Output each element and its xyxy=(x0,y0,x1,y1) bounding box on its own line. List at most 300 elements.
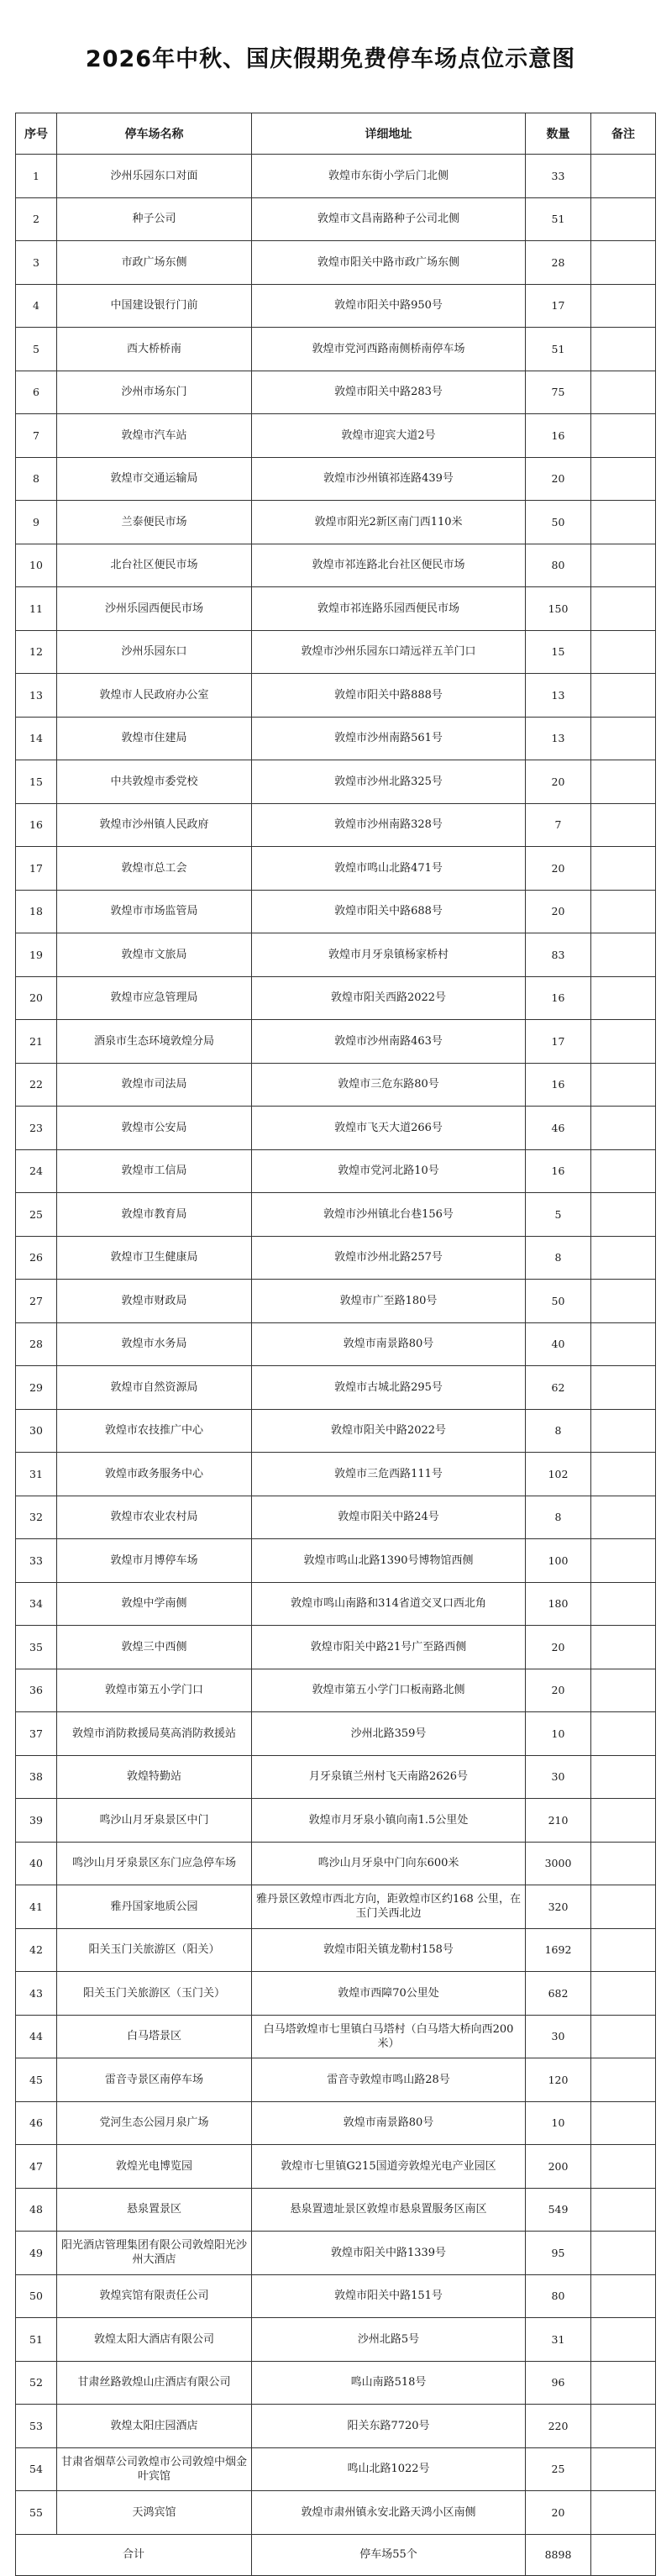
cell-note xyxy=(591,2058,656,2102)
cell-note xyxy=(591,1755,656,1799)
table-row xyxy=(16,371,656,414)
cell-address: 敦煌市阳光2新区南门西110米 xyxy=(252,501,526,544)
table-row xyxy=(16,1280,656,1323)
cell-note xyxy=(591,847,656,891)
cell-count: 3000 xyxy=(526,1842,591,1885)
cell-address: 鸣沙山月牙泉中门向东600米 xyxy=(252,1842,526,1885)
cell-seq: 24 xyxy=(16,1149,57,1193)
cell-note xyxy=(591,1712,656,1756)
cell-note xyxy=(591,803,656,847)
cell-name: 敦煌市文旅局 xyxy=(57,933,252,977)
cell-count: 17 xyxy=(526,284,591,328)
cell-address: 敦煌市沙州乐园东口靖远祥五羊门口 xyxy=(252,630,526,674)
cell-name: 敦煌市自然资源局 xyxy=(57,1366,252,1410)
table-row xyxy=(16,1149,656,1193)
table-row xyxy=(16,1755,656,1799)
cell-name: 敦煌市汽车站 xyxy=(57,414,252,458)
table-row xyxy=(16,1928,656,1972)
cell-name: 雷音寺景区南停车场 xyxy=(57,2058,252,2102)
cell-note xyxy=(591,2405,656,2448)
cell-seq: 33 xyxy=(16,1539,57,1583)
cell-name: 鸣沙山月牙泉景区中门 xyxy=(57,1799,252,1843)
cell-note xyxy=(591,1366,656,1410)
table-body xyxy=(16,155,656,2535)
cell-count: 20 xyxy=(526,2491,591,2535)
cell-seq: 18 xyxy=(16,890,57,933)
cell-note xyxy=(591,1582,656,1626)
cell-count: 16 xyxy=(526,1063,591,1107)
cell-seq: 13 xyxy=(16,674,57,718)
cell-seq: 23 xyxy=(16,1107,57,1150)
table-row xyxy=(16,1972,656,2016)
cell-note xyxy=(591,197,656,241)
cell-seq: 46 xyxy=(16,2101,57,2145)
table-row xyxy=(16,1236,656,1280)
cell-seq: 41 xyxy=(16,1885,57,1929)
cell-name: 沙州乐园西便民市场 xyxy=(57,587,252,631)
cell-seq: 12 xyxy=(16,630,57,674)
cell-note xyxy=(591,2232,656,2275)
table-row xyxy=(16,717,656,760)
cell-count: 20 xyxy=(526,1669,591,1712)
table-row xyxy=(16,2447,656,2491)
cell-note xyxy=(591,544,656,587)
cell-address: 敦煌市南景路80号 xyxy=(252,2101,526,2145)
table-row xyxy=(16,2058,656,2102)
cell-seq: 52 xyxy=(16,2361,57,2405)
cell-count: 8 xyxy=(526,1496,591,1539)
cell-name: 敦煌中学南侧 xyxy=(57,1582,252,1626)
cell-address: 敦煌市党河北路10号 xyxy=(252,1149,526,1193)
table-row xyxy=(16,1626,656,1669)
cell-note xyxy=(591,1799,656,1843)
cell-name: 敦煌市司法局 xyxy=(57,1063,252,1107)
cell-note xyxy=(591,2361,656,2405)
cell-seq: 54 xyxy=(16,2447,57,2491)
header-name: 停车场名称 xyxy=(57,113,252,155)
cell-seq: 3 xyxy=(16,241,57,285)
cell-note xyxy=(591,1149,656,1193)
cell-note xyxy=(591,457,656,501)
cell-name: 敦煌三中西侧 xyxy=(57,1626,252,1669)
cell-name: 北台社区便民市场 xyxy=(57,544,252,587)
table-row xyxy=(16,2274,656,2318)
cell-note xyxy=(591,1193,656,1237)
cell-count: 51 xyxy=(526,197,591,241)
cell-name: 敦煌特勤站 xyxy=(57,1755,252,1799)
cell-seq: 17 xyxy=(16,847,57,891)
cell-name: 敦煌市财政局 xyxy=(57,1280,252,1323)
cell-address: 敦煌市三危东路80号 xyxy=(252,1063,526,1107)
cell-name: 敦煌市第五小学门口 xyxy=(57,1669,252,1712)
header-address: 详细地址 xyxy=(252,113,526,155)
cell-address: 敦煌市阳关中路888号 xyxy=(252,674,526,718)
cell-count: 220 xyxy=(526,2405,591,2448)
cell-count: 120 xyxy=(526,2058,591,2102)
cell-seq: 38 xyxy=(16,1755,57,1799)
cell-name: 党河生态公园月泉广场 xyxy=(57,2101,252,2145)
cell-seq: 9 xyxy=(16,501,57,544)
header-note: 备注 xyxy=(591,113,656,155)
cell-count: 30 xyxy=(526,1755,591,1799)
cell-name: 种子公司 xyxy=(57,197,252,241)
header-count: 数量 xyxy=(526,113,591,155)
cell-note xyxy=(591,1020,656,1064)
cell-seq: 15 xyxy=(16,760,57,804)
cell-address: 敦煌市七里镇G215国道旁敦煌光电产业园区 xyxy=(252,2145,526,2189)
cell-address: 敦煌市沙州南路328号 xyxy=(252,803,526,847)
cell-address: 沙州北路5号 xyxy=(252,2318,526,2362)
cell-address: 敦煌市三危西路111号 xyxy=(252,1453,526,1496)
cell-seq: 5 xyxy=(16,328,57,371)
cell-count: 96 xyxy=(526,2361,591,2405)
cell-name: 阳关玉门关旅游区（玉门关） xyxy=(57,1972,252,2016)
cell-count: 320 xyxy=(526,1885,591,1929)
cell-name: 敦煌市农业农村局 xyxy=(57,1496,252,1539)
cell-name: 敦煌市市场监管局 xyxy=(57,890,252,933)
cell-note xyxy=(591,1539,656,1583)
cell-name: 敦煌市公安局 xyxy=(57,1107,252,1150)
cell-count: 95 xyxy=(526,2232,591,2275)
cell-address: 雷音寺敦煌市鸣山路28号 xyxy=(252,2058,526,2102)
cell-note xyxy=(591,1626,656,1669)
cell-count: 50 xyxy=(526,501,591,544)
total-address: 停车场55个 xyxy=(252,2534,526,2575)
cell-name: 敦煌宾馆有限责任公司 xyxy=(57,2274,252,2318)
table-row xyxy=(16,587,656,631)
cell-address: 鸣山北路1022号 xyxy=(252,2447,526,2491)
cell-note xyxy=(591,890,656,933)
cell-name: 悬泉置景区 xyxy=(57,2188,252,2232)
cell-note xyxy=(591,2188,656,2232)
cell-note xyxy=(591,1063,656,1107)
cell-seq: 19 xyxy=(16,933,57,977)
cell-seq: 47 xyxy=(16,2145,57,2189)
cell-count: 7 xyxy=(526,803,591,847)
cell-note xyxy=(591,155,656,198)
cell-name: 天鸿宾馆 xyxy=(57,2491,252,2535)
cell-note xyxy=(591,2274,656,2318)
cell-address: 鸣山南路518号 xyxy=(252,2361,526,2405)
cell-seq: 28 xyxy=(16,1322,57,1366)
cell-count: 51 xyxy=(526,328,591,371)
cell-name: 市政广场东侧 xyxy=(57,241,252,285)
table-row xyxy=(16,933,656,977)
cell-note xyxy=(591,1409,656,1453)
cell-name: 中共敦煌市委党校 xyxy=(57,760,252,804)
cell-address: 敦煌市沙州南路463号 xyxy=(252,1020,526,1064)
cell-address: 敦煌市南景路80号 xyxy=(252,1322,526,1366)
cell-address: 敦煌市广至路180号 xyxy=(252,1280,526,1323)
table-row xyxy=(16,457,656,501)
cell-seq: 42 xyxy=(16,1928,57,1972)
cell-address: 敦煌市阳关中路283号 xyxy=(252,371,526,414)
table-row xyxy=(16,1193,656,1237)
table-row xyxy=(16,1453,656,1496)
table-row xyxy=(16,155,656,198)
cell-note xyxy=(591,587,656,631)
cell-count: 682 xyxy=(526,1972,591,2016)
cell-name: 敦煌市农技推广中心 xyxy=(57,1409,252,1453)
cell-address: 敦煌市阳关中路950号 xyxy=(252,284,526,328)
table-row xyxy=(16,2232,656,2275)
cell-note xyxy=(591,501,656,544)
cell-count: 5 xyxy=(526,1193,591,1237)
cell-note xyxy=(591,2101,656,2145)
cell-count: 16 xyxy=(526,1149,591,1193)
cell-name: 敦煌光电博览园 xyxy=(57,2145,252,2189)
cell-name: 西大桥桥南 xyxy=(57,328,252,371)
cell-name: 沙州乐园东口对面 xyxy=(57,155,252,198)
cell-count: 25 xyxy=(526,2447,591,2491)
cell-note xyxy=(591,2491,656,2535)
cell-address: 敦煌市古城北路295号 xyxy=(252,1366,526,1410)
cell-seq: 43 xyxy=(16,1972,57,2016)
cell-count: 31 xyxy=(526,2318,591,2362)
cell-note xyxy=(591,1885,656,1929)
cell-seq: 37 xyxy=(16,1712,57,1756)
cell-note xyxy=(591,371,656,414)
table-row xyxy=(16,2361,656,2405)
cell-seq: 26 xyxy=(16,1236,57,1280)
cell-name: 白马塔景区 xyxy=(57,2015,252,2058)
total-count: 8898 xyxy=(526,2534,591,2575)
cell-count: 40 xyxy=(526,1322,591,1366)
cell-name: 敦煌市消防救援局莫高消防救援站 xyxy=(57,1712,252,1756)
cell-address: 敦煌市阳关中路688号 xyxy=(252,890,526,933)
page-title: 2026年中秋、国庆假期免费停车场点位示意图 xyxy=(85,45,576,72)
cell-seq: 35 xyxy=(16,1626,57,1669)
cell-address: 敦煌市西障70公里处 xyxy=(252,1972,526,2016)
cell-note xyxy=(591,933,656,977)
cell-address: 敦煌市沙州南路561号 xyxy=(252,717,526,760)
cell-note xyxy=(591,1842,656,1885)
cell-seq: 14 xyxy=(16,717,57,760)
cell-address: 敦煌市阳关中路24号 xyxy=(252,1496,526,1539)
cell-seq: 29 xyxy=(16,1366,57,1410)
cell-count: 75 xyxy=(526,371,591,414)
cell-note xyxy=(591,328,656,371)
cell-address: 敦煌市鸣山南路和314省道交叉口西北角 xyxy=(252,1582,526,1626)
table-row xyxy=(16,284,656,328)
cell-note xyxy=(591,414,656,458)
cell-name: 沙州乐园东口 xyxy=(57,630,252,674)
cell-name: 敦煌太阳庄园酒店 xyxy=(57,2405,252,2448)
table-row xyxy=(16,760,656,804)
cell-address: 悬泉置遗址景区敦煌市悬泉置服务区南区 xyxy=(252,2188,526,2232)
table-row xyxy=(16,2015,656,2058)
cell-name: 敦煌太阳大酒店有限公司 xyxy=(57,2318,252,2362)
table-row xyxy=(16,1496,656,1539)
total-note xyxy=(591,2534,656,2575)
cell-count: 10 xyxy=(526,2101,591,2145)
cell-address: 敦煌市阳关中路151号 xyxy=(252,2274,526,2318)
cell-seq: 36 xyxy=(16,1669,57,1712)
cell-address: 敦煌市阳关中路市政广场东侧 xyxy=(252,241,526,285)
cell-note xyxy=(591,2318,656,2362)
cell-count: 28 xyxy=(526,241,591,285)
table-row xyxy=(16,1582,656,1626)
cell-count: 83 xyxy=(526,933,591,977)
cell-name: 兰泰便民市场 xyxy=(57,501,252,544)
table-row xyxy=(16,1107,656,1150)
cell-address: 敦煌市迎宾大道2号 xyxy=(252,414,526,458)
cell-count: 10 xyxy=(526,1712,591,1756)
table-row xyxy=(16,630,656,674)
cell-address: 敦煌市阳关镇龙勒村158号 xyxy=(252,1928,526,1972)
cell-seq: 21 xyxy=(16,1020,57,1064)
cell-address: 敦煌市肃州镇永安北路天鸿小区南侧 xyxy=(252,2491,526,2535)
cell-name: 鸣沙山月牙泉景区东门应急停车场 xyxy=(57,1842,252,1885)
table-row xyxy=(16,803,656,847)
table-row xyxy=(16,890,656,933)
total-label: 合计 xyxy=(16,2534,252,2575)
table-row xyxy=(16,1020,656,1064)
cell-address: 敦煌市阳关西路2022号 xyxy=(252,976,526,1020)
cell-name: 沙州市场东门 xyxy=(57,371,252,414)
cell-seq: 44 xyxy=(16,2015,57,2058)
table-row xyxy=(16,976,656,1020)
cell-name: 敦煌市交通运输局 xyxy=(57,457,252,501)
cell-count: 62 xyxy=(526,1366,591,1410)
cell-name: 敦煌市沙州镇人民政府 xyxy=(57,803,252,847)
cell-seq: 7 xyxy=(16,414,57,458)
cell-note xyxy=(591,1453,656,1496)
cell-count: 33 xyxy=(526,155,591,198)
cell-address: 敦煌市沙州镇北台巷156号 xyxy=(252,1193,526,1237)
cell-note xyxy=(591,717,656,760)
cell-address: 敦煌市文昌南路种子公司北侧 xyxy=(252,197,526,241)
table-row xyxy=(16,544,656,587)
cell-address: 敦煌市第五小学门口板南路北侧 xyxy=(252,1669,526,1712)
cell-name: 敦煌市月博停车场 xyxy=(57,1539,252,1583)
cell-seq: 22 xyxy=(16,1063,57,1107)
cell-name: 敦煌市教育局 xyxy=(57,1193,252,1237)
cell-count: 200 xyxy=(526,2145,591,2189)
table-row xyxy=(16,414,656,458)
cell-address: 敦煌市祁连路北台社区便民市场 xyxy=(252,544,526,587)
cell-count: 549 xyxy=(526,2188,591,2232)
cell-note xyxy=(591,630,656,674)
cell-name: 阳光酒店管理集团有限公司敦煌阳光沙州大酒店 xyxy=(57,2232,252,2275)
table-row xyxy=(16,1842,656,1885)
cell-name: 敦煌市住建局 xyxy=(57,717,252,760)
cell-count: 8 xyxy=(526,1409,591,1453)
cell-seq: 11 xyxy=(16,587,57,631)
cell-count: 30 xyxy=(526,2015,591,2058)
cell-name: 敦煌市政务服务中心 xyxy=(57,1453,252,1496)
cell-note xyxy=(591,1972,656,2016)
cell-address: 敦煌市月牙泉镇杨家桥村 xyxy=(252,933,526,977)
table-row xyxy=(16,2145,656,2189)
cell-name: 雅丹国家地质公园 xyxy=(57,1885,252,1929)
table-row xyxy=(16,2491,656,2535)
cell-note xyxy=(591,284,656,328)
table-row xyxy=(16,2188,656,2232)
table-row xyxy=(16,501,656,544)
table-row xyxy=(16,2101,656,2145)
cell-count: 20 xyxy=(526,847,591,891)
cell-note xyxy=(591,1669,656,1712)
table-row xyxy=(16,1063,656,1107)
cell-address: 雅丹景区敦煌市西北方向，距敦煌市区约168 公里，在玉门关西北边 xyxy=(252,1885,526,1929)
cell-seq: 20 xyxy=(16,976,57,1020)
cell-count: 20 xyxy=(526,760,591,804)
cell-address: 月牙泉镇兰州村飞天南路2626号 xyxy=(252,1755,526,1799)
table-row xyxy=(16,1322,656,1366)
cell-name: 敦煌市卫生健康局 xyxy=(57,1236,252,1280)
cell-address: 敦煌市鸣山北路471号 xyxy=(252,847,526,891)
table-row xyxy=(16,847,656,891)
cell-address: 敦煌市阳关中路1339号 xyxy=(252,2232,526,2275)
cell-note xyxy=(591,1107,656,1150)
cell-address: 敦煌市沙州北路325号 xyxy=(252,760,526,804)
cell-name: 甘肃省烟草公司敦煌市公司敦煌中烟金叶宾馆 xyxy=(57,2447,252,2491)
cell-address: 阳关东路7720号 xyxy=(252,2405,526,2448)
cell-count: 100 xyxy=(526,1539,591,1583)
cell-count: 13 xyxy=(526,674,591,718)
cell-count: 13 xyxy=(526,717,591,760)
cell-address: 敦煌市阳关中路21号广至路西侧 xyxy=(252,1626,526,1669)
cell-count: 17 xyxy=(526,1020,591,1064)
cell-count: 20 xyxy=(526,890,591,933)
cell-address: 敦煌市鸣山北路1390号博物馆西侧 xyxy=(252,1539,526,1583)
cell-seq: 27 xyxy=(16,1280,57,1323)
cell-address: 敦煌市党河西路南侧桥南停车场 xyxy=(252,328,526,371)
cell-note xyxy=(591,1280,656,1323)
cell-seq: 48 xyxy=(16,2188,57,2232)
cell-seq: 25 xyxy=(16,1193,57,1237)
cell-count: 80 xyxy=(526,544,591,587)
cell-count: 20 xyxy=(526,1626,591,1669)
cell-seq: 16 xyxy=(16,803,57,847)
table-row xyxy=(16,328,656,371)
table-row xyxy=(16,241,656,285)
total-row xyxy=(16,2534,656,2575)
cell-address: 敦煌市东街小学后门北侧 xyxy=(252,155,526,198)
cell-seq: 40 xyxy=(16,1842,57,1885)
cell-seq: 50 xyxy=(16,2274,57,2318)
cell-seq: 31 xyxy=(16,1453,57,1496)
cell-name: 敦煌市水务局 xyxy=(57,1322,252,1366)
table-header-row xyxy=(16,113,656,155)
cell-note xyxy=(591,976,656,1020)
cell-seq: 6 xyxy=(16,371,57,414)
cell-address: 敦煌市沙州北路257号 xyxy=(252,1236,526,1280)
cell-name: 阳关玉门关旅游区（阳关） xyxy=(57,1928,252,1972)
cell-name: 中国建设银行门前 xyxy=(57,284,252,328)
cell-note xyxy=(591,241,656,285)
cell-count: 80 xyxy=(526,2274,591,2318)
cell-note xyxy=(591,1496,656,1539)
table-row xyxy=(16,197,656,241)
cell-seq: 30 xyxy=(16,1409,57,1453)
cell-note xyxy=(591,2015,656,2058)
cell-note xyxy=(591,1928,656,1972)
header-seq: 序号 xyxy=(16,113,57,155)
table-row xyxy=(16,1366,656,1410)
cell-note xyxy=(591,2145,656,2189)
cell-seq: 10 xyxy=(16,544,57,587)
table-row xyxy=(16,1799,656,1843)
cell-name: 敦煌市工信局 xyxy=(57,1149,252,1193)
table-row xyxy=(16,1409,656,1453)
table-row xyxy=(16,2405,656,2448)
cell-name: 酒泉市生态环境敦煌分局 xyxy=(57,1020,252,1064)
table-row xyxy=(16,674,656,718)
cell-count: 102 xyxy=(526,1453,591,1496)
cell-count: 1692 xyxy=(526,1928,591,1972)
